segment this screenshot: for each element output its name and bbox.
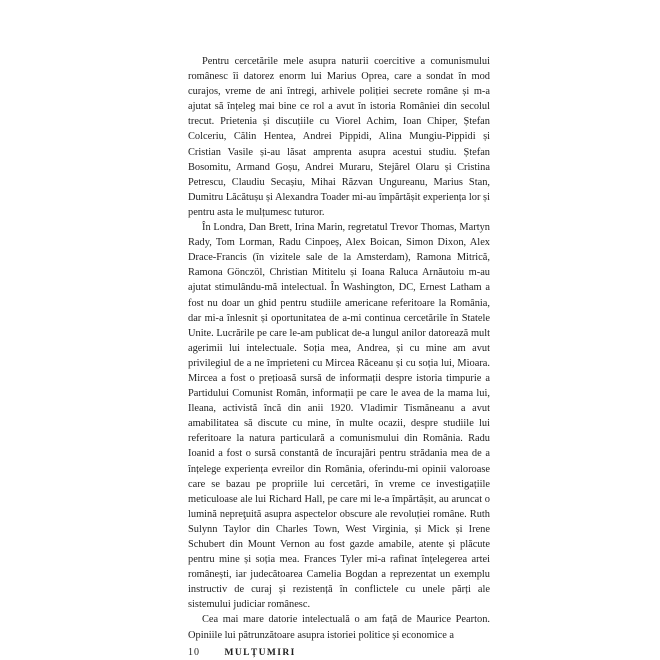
- paragraph-3: Cea mai mare datorie intelectuală o am față de Maurice Pearton. Opiniile lui pătrunzătoare asupra istoriei politice și economice a: [188, 614, 490, 641]
- paragraph-2: În Londra, Dan Brett, Irina Marin, regretatul Trevor Thomas, Martyn Rady, Tom Lorman, Radu Cinpoeș, Alex Boican, Simon Dixon, Alex Drace-Francis (în vizitele sale de la Amsterdam), Ramona Mitrică, Ramona Gönczöl, Christian Mititelu și Ioana Raluca Arnăutoiu m-au ajutat stimulându-mă intelectual. În Washington, DC, Ernest Latham a fost nu doar un ghid pentru studiile americane referitoare la România, dar mi-a înlesnit și oportunitatea de a-mi continua cercetările în Statele Unite. Lucrările pe care le-am publicat de-a lungul anilor datorează mult agerimii lui intelectuale. Soția mea, Andrea, și cu mine am avut privilegiul de a ne împrieteni cu Mircea Răceanu și cu soția lui, Mioara. Mircea a fost o prețioasă sursă de informații despre istoria timpurie a Partidului Comunist Român, informații pe care le avea de la mama lui, Ileana, activistă încă din anii 1920. Vladimir Tismăneanu a avut amabilitatea să discute cu mine, în multe ocazii, despre studiile lui referitoare la natura particulară a comunismului din România. Radu Ioanid a fost o sursă constantă de încurajări pentru strădania mea de a înțelege experiența evreilor din România, oferindu-mi opinii valoroase care se bazau pe propriile lui cercetări, în vreme ce investigațiile meticuloase ale lui Richard Hall, pe care mi le-a împărtășit, au aruncat o lumină nepreţuită asupra aspectelor obscure ale revoluției române. Ruth Sulynn Taylor din Charles Town, West Virginia, și Mick și Irene Schubert din Mount Vernon au fost gazde amabile, atente și plăcute pentru mine și soția mea. Frances Tyler mi-a rafinat înțelegerea artei românești, iar judecătoarea Camelia Bogdan a reprezentat un exemplu instructiv de curaj și rezistență în conflictele cu unele părți ale sistemului judiciar românesc.: [188, 222, 490, 611]
- paragraph-1: Pentru cercetările mele asupra naturii coercitive a comunismului românesc îi datorez enorm lui Marius Oprea, care a sondat în mod curajos, vreme de ani întregi, arhivele poliției secrete române și m-a ajutat să înțeleg mai bine ce rol a avut în istoria României din secolul trecut. Prietenia și discuțiile cu Viorel Achim, Ioan Chiper, Ștefan Colceriu, Călin Hentea, Andrei Pippidi, Alina Mungiu-Pippidi și Cristian Vasile și-au lăsat amprenta asupra acestui studiu. Ștefan Bosomitu, Armand Goșu, Andrei Muraru, Stejărel Olaru și Cristina Petrescu, Claudiu Secașiu, Mihai Răzvan Ungureanu, Marius Stan, Dumitru Lăcătușu și Alexandra Toader mi-au împărtășit experiența lor și pentru asta le mulțumesc tuturor.: [188, 56, 490, 218]
- page-footer: [188, 647, 296, 658]
- page-number: 10: [188, 647, 200, 658]
- running-head: MULȚUMIRI: [224, 648, 296, 658]
- body-text: [188, 54, 490, 643]
